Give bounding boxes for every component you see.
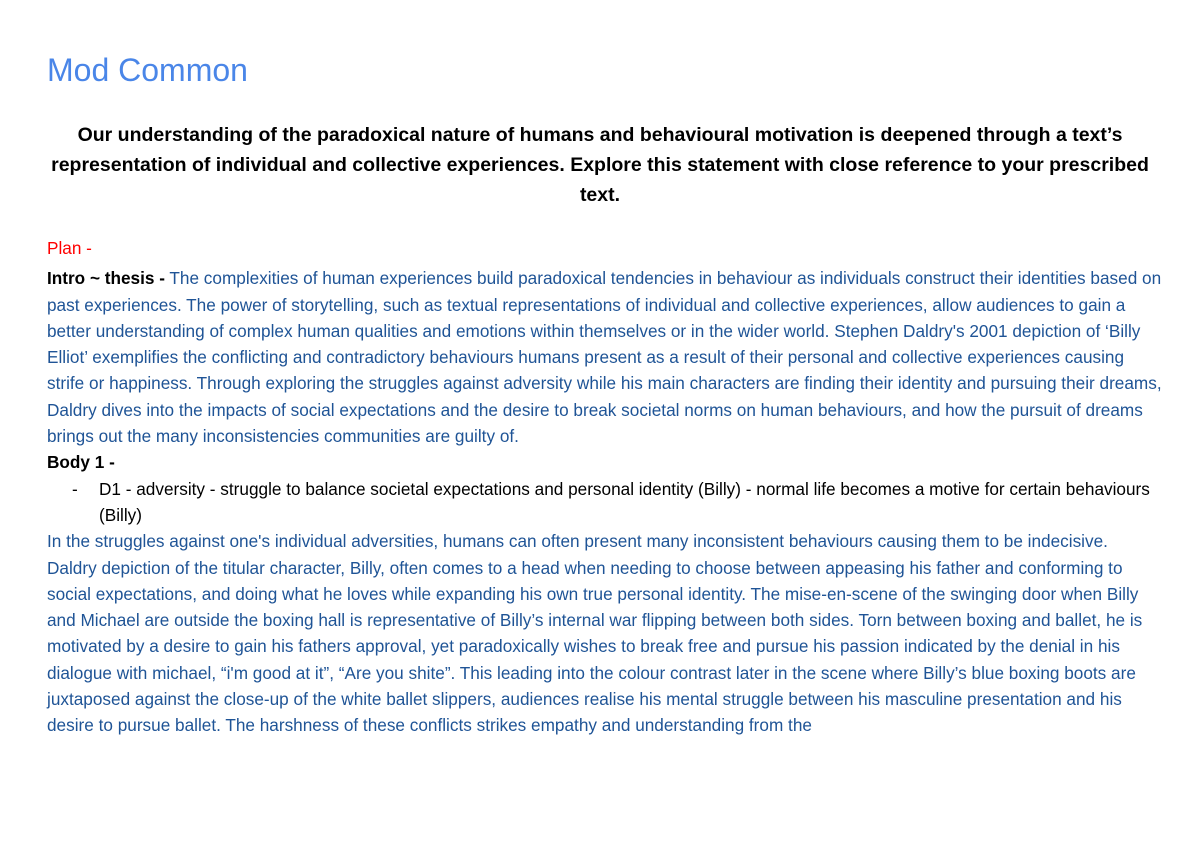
body1-points-list (47, 476, 1162, 529)
intro-text: The complexities of human experiences build paradoxical tendencies in behaviour as individuals construct their identities based on past experiences. The power of storytelling, such as textual representations of individual and collective experiences, allow audiences to gain a better understanding of complex human qualities and emotions within themselves or in the wider world. Stephen Daldry's 2001 depiction of ‘Billy Elliot’ exemplifies the conflicting and contradictory behaviours humans present as a result of their personal and collective experiences causing strife or happiness. Through exploring the struggles against adversity while his main characters are finding their identity and pursuing their dreams, Daldry dives into the impacts of social expectations and the desire to break societal norms on human behaviours, and how the pursuit of dreams brings out the many inconsistencies communities are guilty of. (47, 268, 1162, 447)
list-item (47, 476, 1162, 529)
intro-label: Intro ~ thesis - (47, 268, 165, 289)
bullet-dash: - (72, 478, 78, 499)
essay-question: Our understanding of the paradoxical nature of humans and behavioural motivation is deepened through a text’s representation of individual and collective experiences. Explore this statement with close reference to your prescribed text. (51, 124, 1149, 206)
intro-paragraph (47, 265, 1162, 449)
document-title: Mod Common (47, 52, 248, 88)
document-body (47, 235, 1162, 739)
plan-label: Plan - (47, 238, 92, 258)
body1-point-text: D1 - adversity - struggle to balance societal expectations and personal identity (Billy) - normal life becomes a motive for certain behaviours (Billy) (99, 478, 1150, 525)
body1-label: Body 1 - (47, 452, 115, 473)
body1-paragraph: In the struggles against one's individual adversities, humans can often present many inconsistent behaviours causing them to be indecisive. Daldry depiction of the titular character, Billy, often comes to a head when needing to choose between appeasing his father and conforming to social expectations, and doing what he loves while expanding his own true personal identity. The mise-en-scene of the swinging door when Billy and Michael are outside the boxing hall is representative of Billy’s internal war flipping between both sides. Torn between boxing and ballet, he is motivated by a desire to gain his fathers approval, yet paradoxically wishes to break free and pursue his passion indicated by the denial in his dialogue with michael, “i'm good at it”, “Are you shite”. This leading into the colour contrast later in the scene where Billy’s blue boxing boots are juxtaposed against the close-up of the white ballet slippers, audiences realise his mental struggle between his masculine presentation and his desire to pursue ballet. The harshness of these conflicts strikes empathy and understanding from the (47, 531, 1143, 736)
